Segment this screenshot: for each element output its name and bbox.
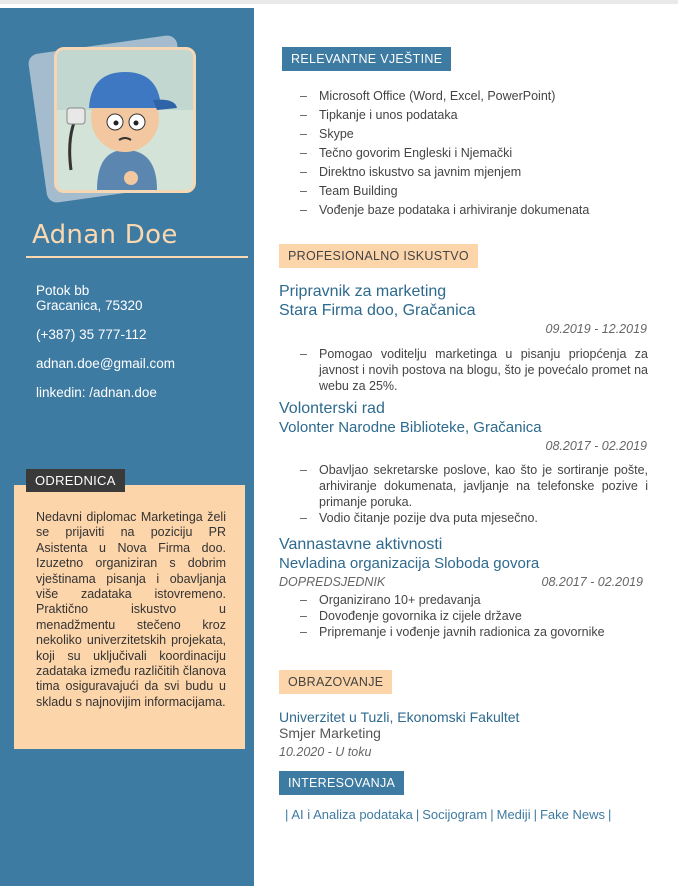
interest-item: Socijogram	[422, 807, 488, 822]
list-item: – Team Building	[300, 182, 589, 201]
job-title: Volonterski rad	[279, 400, 385, 417]
job-org: Stara Firma doo, Gračanica	[279, 302, 476, 319]
experience-heading: PROFESIONALNO ISKUSTVO	[279, 244, 478, 268]
job-title: Vannastavne aktivnosti	[279, 536, 443, 553]
list-item: – Organizirano 10+ predavanja	[300, 592, 648, 608]
phone-number: (+387) 35 777-112	[36, 327, 147, 342]
objective-heading: ODREDNICA	[26, 469, 125, 492]
job-bullets	[300, 592, 648, 640]
email-address[interactable]: adnan.doe@gmail.com	[36, 356, 176, 371]
interest-item: Fake News	[539, 807, 606, 822]
interest-item: AI i Analiza podataka	[291, 807, 413, 822]
avatar	[54, 47, 196, 193]
skills-heading: RELEVANTNE VJEŠTINE	[282, 47, 451, 71]
list-item: – Tečno govorim Engleski i Njemački	[300, 144, 589, 163]
education-dates: 10.2020 - U toku	[279, 745, 372, 759]
linkedin-handle[interactable]: linkedin: /adnan.doe	[36, 385, 157, 400]
list-item: – Skype	[300, 125, 589, 144]
education-heading: OBRAZOVANJE	[279, 670, 392, 694]
job-title: Pripravnik za marketing	[279, 283, 447, 300]
list-item: – Tipkanje i unos podataka	[300, 106, 589, 125]
job-dates: 09.2019 - 12.2019	[545, 322, 647, 336]
name-divider	[26, 256, 248, 258]
job-dates: 08.2017 - 02.2019	[545, 439, 647, 453]
education-school: Univerzitet u Tuzli, Ekonomski Fakultet	[279, 709, 520, 725]
job-bullets	[300, 346, 648, 394]
address-line-1: Potok bb	[36, 283, 90, 298]
list-item: – Vođenje baze podataka i arhiviranje dokumenata	[300, 201, 589, 220]
person-name: Adnan Doe	[32, 220, 178, 250]
list-item: – Dovođenje govornika iz cijele države	[300, 608, 648, 624]
skills-list	[300, 87, 589, 220]
job-bullets	[300, 462, 648, 526]
list-item: – Obavljao sekretarske poslove, kao što je sortiranje pošte, arhiviranje dokumenata, javljanje na telefonske pozive i primanje poruka.	[300, 462, 648, 510]
job-org: Nevladina organizacija Sloboda govora	[279, 555, 540, 572]
interest-item: Mediji	[496, 807, 531, 822]
list-item: – Pomogao voditelju marketinga u pisanju priopćenja za javnost i novih postova na blogu, što je povećalo promet na webu za 25%.	[300, 346, 648, 394]
education-major: Smjer Marketing	[279, 725, 381, 741]
job-dates: 08.2017 - 02.2019	[541, 575, 643, 589]
list-item: – Vodio čitanje pozije dva puta mjesečno.	[300, 510, 648, 526]
job-org: Volonter Narodne Biblioteke, Gračanica	[279, 419, 542, 436]
objective-text: Nedavni diplomac Marketinga želi se prijaviti na poziciju PR Asistenta u Nova Firma doo. Izuzetno organiziran s dobrim vještinama pisanja i obavljanja više zadataka istovremeno. Praktično iskustvo u menadžmentu stečeno kroz nekoliko univerzitetskih projekata, koji su uključivali koordinaciju zadataka između različitih članova tima osiguravajući da svi budu u skladu s najnovijim informacijama.	[36, 510, 226, 709]
list-item: – Microsoft Office (Word, Excel, PowerPoint)	[300, 87, 589, 106]
address-line-2: Gracanica, 75320	[36, 298, 143, 313]
list-item: – Direktno iskustvo sa javnim mjenjem	[300, 163, 589, 182]
avatar-cartoon-image	[57, 50, 193, 190]
list-item: – Pripremanje i vođenje javnih radionica za govornike	[300, 624, 648, 640]
job-role: DOPREDSJEDNIK	[279, 575, 386, 589]
interests-heading: INTERESOVANJA	[279, 771, 404, 795]
interests-list: | AI i Analiza podataka | Socijogram | Mediji | Fake News |	[285, 807, 612, 822]
